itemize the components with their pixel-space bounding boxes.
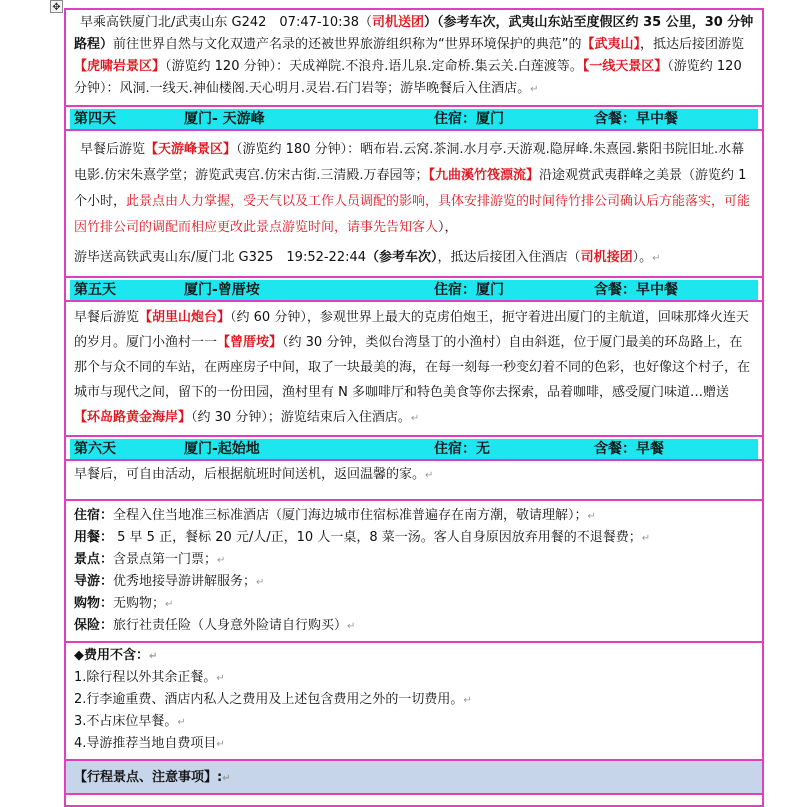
paragraph-mark: ↵ [216,739,225,750]
day-label: 第四天 [74,111,116,127]
text: 早餐后游览 [74,310,140,325]
text: （参考车次） [366,250,438,265]
paragraph-mark: ↵ [463,695,472,706]
text: ）， [438,220,458,235]
text: （游览约 180 分钟）：晒布岩.云窝.茶洞.水月亭.天游观.隐屏峰.朱熹园.紫阳书院旧址.水幕电影.仿宋朱熹学堂；游览武夷宫.仿宋古街.三清殿.万春园等； [74,142,745,183]
paragraph-mark: ↵ [530,84,539,95]
excluded-section [64,641,764,759]
text: ，抵达后接团游览 [640,37,745,52]
bamboo-rafting-label: 【九曲溪竹筏漂流】 [428,168,540,183]
service-label: 购物： [74,596,114,611]
excluded-item [74,667,754,689]
paragraph-mark: ↵ [410,413,420,424]
day3-paragraph [74,12,754,101]
service-item [74,593,754,615]
paragraph-mark: ↵ [587,511,596,522]
day4-description [64,129,764,276]
paragraph-mark: ↵ [347,621,356,632]
service-label: 用餐： [74,530,114,545]
driver-send-label: 司机送团 [372,15,425,30]
paragraph-mark: ↵ [149,651,158,662]
text: ，抵达后接团入住酒店（ [437,250,581,265]
day-label: 第六天 [74,441,116,457]
text: （约 30 分钟，类似台湾垦丁的小渔村）自由斜逛，位于厦门最美的环岛路上，在那个与众不同的车站，在两座房子中间，取了一块最美的海，在每一刻每一秒变幻着不同的色彩，也好像这个村子，在城市与现代之间，留下的一份田园，渔村里有 N 多咖啡厅和特色美食等你去探索，品着咖啡，感受厦门味道…赠送 [74,335,751,400]
tianyoufeng-label: 【天游峰景区】 [145,142,237,157]
stay-label: 住宿：厦门 [434,111,504,127]
rafting-notice: 此景点由人力掌握，受天气以及工作人员调配的影响，具体安排游览的时间待竹排公司确认后方能落实，可能因竹排公司的调配而相应更改此景点游览时间，请事先告知客人 [74,194,751,235]
day4-header [64,105,764,129]
services-section [64,499,764,641]
text: （游览约 120 分钟）：天成禅院.不浪舟.语儿泉.定命桥.集云关.白莲渡等。 [165,59,583,74]
meal-label: 含餐：早中餐 [594,282,678,298]
route-label: 厦门- 天游峰 [184,111,265,127]
meal-label: 含餐：早中餐 [594,111,678,127]
excluded-title [74,645,754,667]
excluded-item [74,733,754,755]
excluded-item [74,711,754,733]
service-text: 5 早 5 正，餐标 20 元/人/正，10 人一桌，8 菜一汤。客人自身原因放弃用餐的不退餐费； [113,530,642,545]
text: 1.除行程以外其余正餐。 [74,670,217,685]
day5-description [64,300,764,435]
text: 早餐后，可自由活动，后根据航班时间送机，返回温馨的家。 [74,467,426,482]
service-item [74,527,754,549]
hulishan-label: 【胡里山炮台】 [139,310,231,325]
service-item [74,549,754,571]
day6-description [64,459,764,499]
notes-header [64,759,764,793]
text: 沿途观赏武夷群峰之美景（游览约 1 个小时， [74,168,747,209]
excluded-item [74,689,754,711]
text: ◆费用不含： [74,648,149,663]
text: （约 60 分钟），参观世界上最大的克虏伯炮王，扼守着进出厦门的主航道，回味那烽火连天的岁月。厦门小渔村一一 [74,310,749,350]
golden-coast-label: 【环岛路黄金海岸】 [74,410,192,425]
text: （约 30 分钟）；游览结束后入住酒店。 [191,410,411,425]
day5-paragraph [74,305,754,431]
service-item [74,615,754,637]
service-text: 优秀地接导游讲解服务； [113,574,257,589]
route-label: 厦门-曾厝垵 [184,282,260,298]
day4-paragraph-1 [74,137,754,241]
text: 早餐后游览 [80,142,146,157]
paragraph-mark: ↵ [641,533,651,544]
paragraph-mark: ↵ [217,555,226,566]
service-text: 旅行社责任险（人身意外险请自行购买） [113,618,348,633]
wuyishan-label: 【武夷山】 [581,37,641,52]
stay-label: 住宿：厦门 [434,282,504,298]
service-text: 含景点第一门票； [113,552,218,567]
text: 【行程景点、注意事项】: [74,770,223,785]
paragraph-mark: ↵ [177,717,186,728]
paragraph-mark: ↵ [425,470,434,481]
service-item [74,571,754,593]
service-label: 景点： [74,552,114,567]
paragraph-mark: ↵ [216,673,225,684]
text: 2.行李逾重费、酒店内私人之费用及上述包含费用之外的一切费用。 [74,692,464,707]
service-label: 住宿： [74,508,114,523]
stay-label: 住宿：无 [434,441,490,457]
route-label: 厦门-起始地 [184,441,260,457]
text: 4.导游推荐当地自费项目 [74,736,217,751]
paragraph-mark: ↵ [165,599,174,610]
paragraph-mark: ↵ [256,577,265,588]
text: 游毕送高铁武夷山东/厦门北 G325 19:52-22:44 [74,250,367,265]
zengcuoan-label: 【曾厝垵】 [217,335,283,350]
text: ）。 [632,250,653,265]
service-label: 保险： [74,618,114,633]
text: ）（参考车次，武夷山东站至度假区约 35 公里，30 分钟路程） [74,15,754,52]
text: 3.不占床位早餐。 [74,714,178,729]
day-label: 第五天 [74,282,116,298]
table-move-handle-icon[interactable]: ✥ [50,0,63,13]
text: 前往世界自然与文化双遗产名录的还被世界旅游组织称为“世界环境保护的典范”的 [113,37,582,52]
service-label: 导游： [74,574,114,589]
service-text: 无购物； [113,596,166,611]
text: （游览约 120 分钟）：风洞.一线天.神仙楼阁.天心明月.灵岩.石门岩等；游毕晚餐后入住酒店。 [74,59,742,96]
day6-header [64,435,764,459]
paragraph-mark: ↵ [652,253,661,264]
paragraph-mark: ↵ [222,773,231,784]
service-text: 全程入住当地准三标准酒店（厦门海边城市住宿标准普遍存在南方潮，敬请理解）； [113,508,588,523]
notes-body [64,793,764,807]
meal-label: 含餐：早餐 [594,441,664,457]
driver-pickup-label: 司机接团 [580,250,633,265]
text: 早乘高铁厦门北/武夷山东 G242 07:47-10:38（ [80,15,373,30]
day4-paragraph-2 [74,245,754,272]
day3-description [64,8,764,105]
day5-header [64,276,764,300]
yixiantian-label: 【一线天景区】 [582,59,668,74]
itinerary-table [64,8,764,807]
huxiaoyan-label: 【虎啸岩景区】 [74,59,166,74]
service-item [74,505,754,527]
